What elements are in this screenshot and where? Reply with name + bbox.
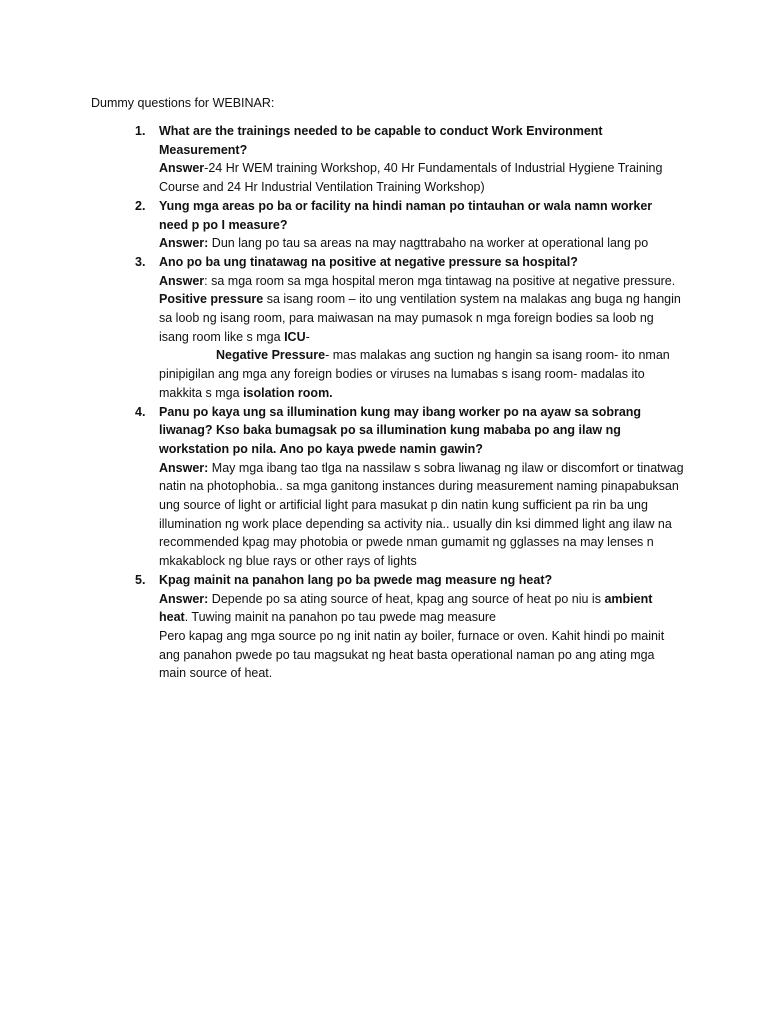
document-title: Dummy questions for WEBINAR: [91,96,275,110]
question-item-4 [135,403,684,571]
positive-pressure-example: ICU [284,329,306,344]
answer-text: Depende po sa ating source of heat, kpag ang source of heat po niu is [208,591,605,606]
answer-text: May mga ibang tao tlga na nassilaw s sobra liwanag ng ilaw or discomfort or tinatwag natin na photophobia.. sa mga ganitong instances during measurement naming pinapabuksan ung source of light or artificial light para masukat p din natin kung sufficient pa rin ba ung illumination ng work place depending sa activity nia.. usually din ksi dimmed light ang ilaw na recommended kpag may photobia or pwede nman gumamit ng gglasses na may lenses n mkakablock ng blue rays or other rays of lights [159,460,684,569]
answer-label: Answer: [159,591,209,606]
positive-pressure-suffix: - [305,329,310,344]
answer-label: Answer: [159,236,209,251]
answer-paragraph [159,234,684,253]
answer-label: Answer [159,161,205,176]
answer-label: Answer [159,273,205,288]
answer-text: -24 Hr WEM training Workshop, 40 Hr Fundamentals of Industrial Hygiene Training Course and 24 Hr Industrial Ventilation Training Workshop) [159,161,663,195]
answer-text: Dun lang po tau sa areas na may nagttrabaho na worker at operational lang po [208,236,649,251]
question-item-3 [135,253,684,403]
question-number: 5. [135,572,146,587]
answer-paragraph [159,459,684,571]
negative-pressure-text: - mas malakas ang suction ng hangin sa isang room- ito nman pinipigilan ang mga any foreign bodies or viruses na lumabas s isang room- madalas ito makkita s mga [159,348,670,400]
question-item-5 [135,571,684,683]
answer-paragraph [159,159,684,196]
answer-emphasis: ambient heat [159,591,653,625]
positive-pressure-text: sa isang room – ito ung ventilation system na malakas ang buga ng hangin sa loob ng isang room, para maiwasan na may pumasok n mga foreign bodies sa loob ng isang room like s mga [159,292,681,344]
answer-text: : sa mga room sa mga hospital meron mga tintawag na positive at negative pressure. [204,273,676,288]
negative-pressure-label: Negative Pressure [216,348,326,363]
answer-text-continued: . Tuwing mainit na panahon po tau pwede mag measure [184,610,497,625]
question-number: 3. [135,254,146,269]
question-item-1 [135,122,684,197]
answer-paragraph [159,272,684,291]
question-item-2 [135,197,684,253]
negative-pressure-example: isolation room. [243,385,333,400]
question-text: What are the trainings needed to be capable to conduct Work Environment Measurement? [159,124,603,157]
question-text: Ano po ba ung tinatawag na positive at negative pressure sa hospital? [159,254,578,269]
question-list [135,122,684,683]
extra-paragraph: Pero kapag ang mga source po ng init natin ay boiler, furnace or oven. Kahit hindi po mainit ang panahon pwede po tau magsukat ng heat basta operational naman po ang ating mga main source of heat. [159,628,665,681]
question-text: Yung mga areas po ba or facility na hindi naman po tintauhan or wala namn worker need p po I measure? [159,198,653,232]
negative-pressure-paragraph [159,346,684,402]
positive-pressure-paragraph [159,290,684,346]
positive-pressure-label: Positive pressure [159,292,264,307]
answer-paragraph [159,590,684,627]
question-text: Kpag mainit na panahon lang po ba pwede mag measure ng heat? [159,572,553,587]
question-number: 4. [135,404,146,419]
question-text: Panu po kaya ung sa illumination kung may ibang worker po na ayaw sa sobrang liwanag? Kso baka bumagsak po sa illumination kung mababa po ang ilaw ng workstation po nila. Ano po kaya pwede namin gawin? [159,404,642,456]
answer-label: Answer: [159,460,209,475]
question-number: 2. [135,198,146,213]
question-number: 1. [135,124,146,138]
